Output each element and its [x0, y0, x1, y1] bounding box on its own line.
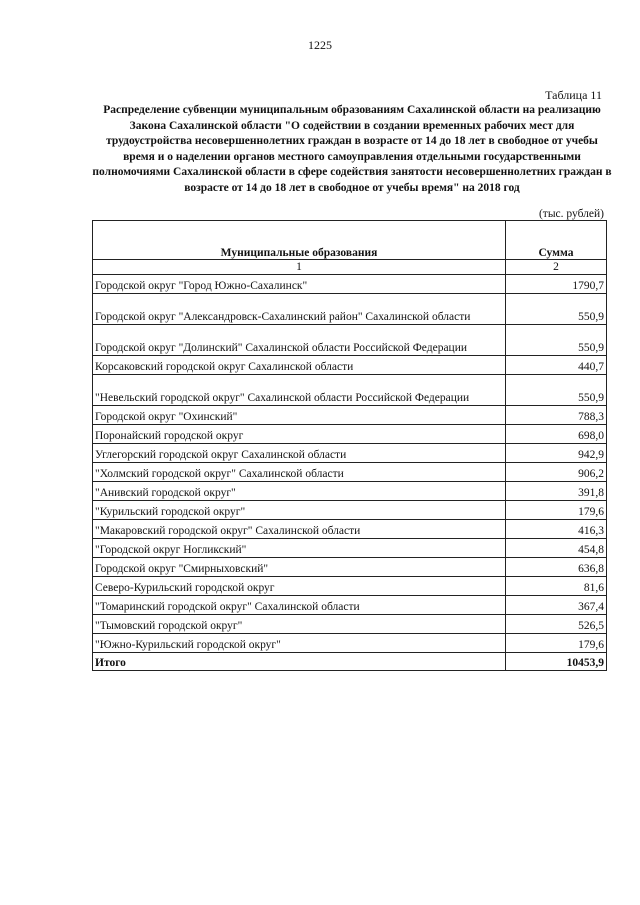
subsidy-sum: 942,9	[506, 444, 607, 463]
municipality-name: Углегорский городской округ Сахалинской области	[93, 444, 506, 463]
total-sum: 10453,9	[506, 653, 607, 671]
column-number-row	[93, 260, 607, 275]
table-row	[93, 539, 607, 558]
municipality-name: "Макаровский городской округ" Сахалинской области	[93, 520, 506, 539]
table-row	[93, 275, 607, 294]
municipality-name: Городской округ "Охинский"	[93, 406, 506, 425]
table-row	[93, 406, 607, 425]
municipality-name: "Южно-Курильский городской округ"	[93, 634, 506, 653]
subsidy-sum: 391,8	[506, 482, 607, 501]
subsidy-sum: 454,8	[506, 539, 607, 558]
table-row	[93, 596, 607, 615]
table-row	[93, 634, 607, 653]
subsidy-sum: 550,9	[506, 294, 607, 325]
subsidy-sum: 636,8	[506, 558, 607, 577]
table-row	[93, 501, 607, 520]
document-title: Распределение субвенции муниципальным образованиям Сахалинской области на реализацию Закона Сахалинской области "О содействии в создании временных рабочих мест для трудоустройства несовершеннолетних граждан в возрасте от 14 до 18 лет в свободное от учебы время и о наделении органов местного самоуправления отдельными государственными полномочиями Сахалинской области в сфере содействия занятости несовершеннолетних граждан в возрасте от 14 до 18 лет в свободное от учебы время" на 2018 год	[92, 104, 612, 194]
column-number: 2	[506, 260, 607, 275]
subsidy-sum: 550,9	[506, 375, 607, 406]
municipality-name: Корсаковский городской округ Сахалинской области	[93, 356, 506, 375]
subsidy-sum: 179,6	[506, 634, 607, 653]
column-header-municipality: Муниципальные образования	[93, 221, 506, 260]
total-label: Итого	[93, 653, 506, 671]
table-row	[93, 294, 607, 325]
municipality-name: "Невельский городской округ" Сахалинской области Российской Федерации	[93, 375, 506, 406]
municipality-name: Городской округ "Долинский" Сахалинской области Российской Федерации	[93, 325, 506, 356]
table-row	[93, 615, 607, 634]
table-row	[93, 375, 607, 406]
municipality-name: Городской округ "Александровск-Сахалинский район" Сахалинской области	[93, 294, 506, 325]
table-row	[93, 325, 607, 356]
page-number: 1225	[308, 38, 332, 52]
units-label: (тыс. рублей)	[538, 208, 604, 220]
table-row	[93, 463, 607, 482]
subsidy-sum: 367,4	[506, 596, 607, 615]
table-row	[93, 520, 607, 539]
subsidy-sum: 788,3	[506, 406, 607, 425]
subsidy-sum: 526,5	[506, 615, 607, 634]
subsidy-sum: 440,7	[506, 356, 607, 375]
subsidy-table	[92, 220, 607, 671]
table-row	[93, 444, 607, 463]
municipality-name: "Томаринский городской округ" Сахалинской области	[93, 596, 506, 615]
subsidy-sum: 416,3	[506, 520, 607, 539]
municipality-name: "Курильский городской округ"	[93, 501, 506, 520]
municipality-name: "Холмский городской округ" Сахалинской области	[93, 463, 506, 482]
total-row	[93, 653, 607, 671]
table-row	[93, 356, 607, 375]
subsidy-sum: 1790,7	[506, 275, 607, 294]
table-caption: Таблица 11	[545, 88, 602, 102]
subsidy-sum: 698,0	[506, 425, 607, 444]
municipality-name: Городской округ "Смирныховский"	[93, 558, 506, 577]
subsidy-sum: 906,2	[506, 463, 607, 482]
table-row	[93, 558, 607, 577]
subsidy-sum: 550,9	[506, 325, 607, 356]
municipality-name: Поронайский городской округ	[93, 425, 506, 444]
subsidy-sum: 179,6	[506, 501, 607, 520]
table-header-row	[93, 221, 607, 260]
municipality-name: Городской округ "Город Южно-Сахалинск"	[93, 275, 506, 294]
municipality-name: Северо-Курильский городской округ	[93, 577, 506, 596]
table-row	[93, 425, 607, 444]
column-number: 1	[93, 260, 506, 275]
municipality-name: "Городской округ Ногликский"	[93, 539, 506, 558]
municipality-name: "Тымовский городской округ"	[93, 615, 506, 634]
column-header-sum: Сумма	[506, 221, 607, 260]
subsidy-sum: 81,6	[506, 577, 607, 596]
municipality-name: "Анивский городской округ"	[93, 482, 506, 501]
table-row	[93, 577, 607, 596]
table-row	[93, 482, 607, 501]
